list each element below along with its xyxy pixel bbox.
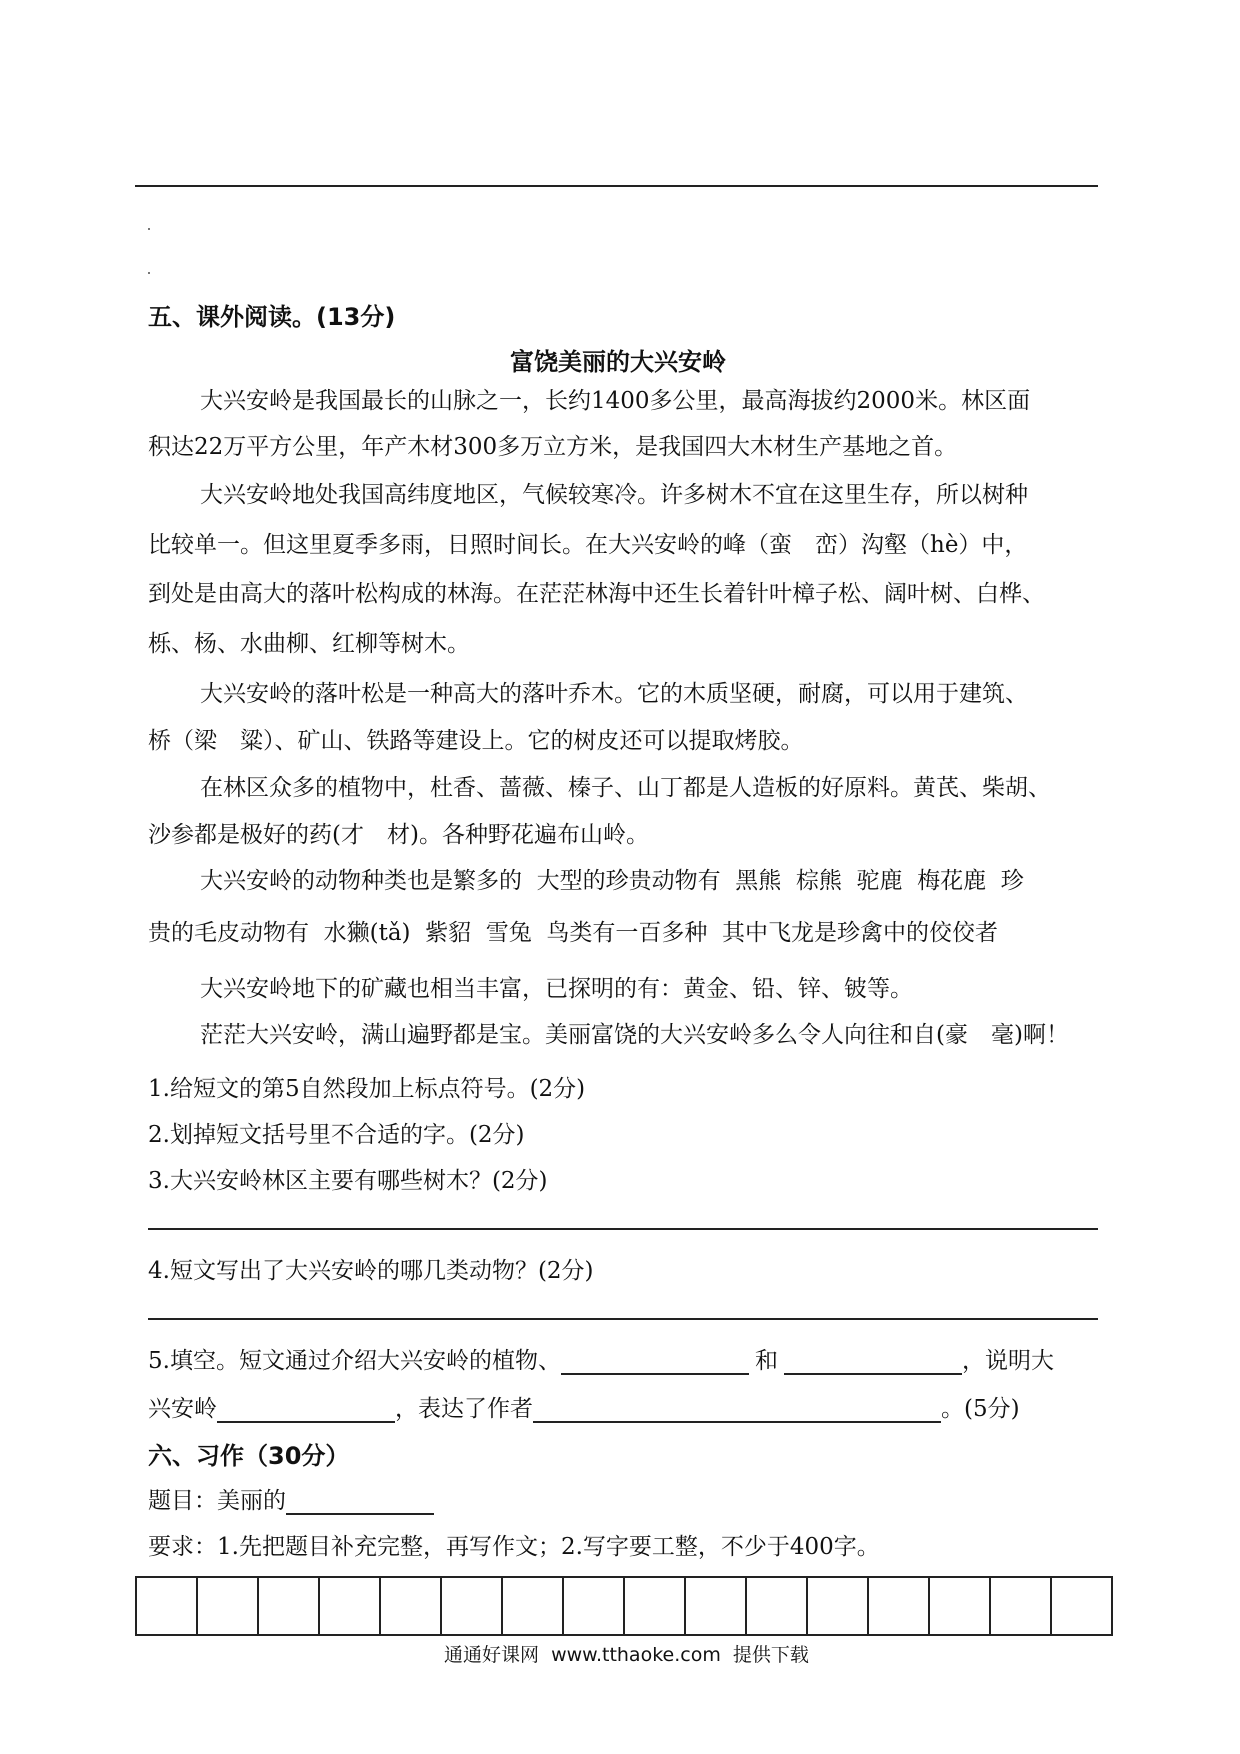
essay-topic-label: 题目：美丽的	[148, 1488, 286, 1514]
article-line: 积达22万平方公里，年产木材300多万立方米，是我国四大木材生产基地之首。	[148, 434, 958, 460]
grid-cell[interactable]	[503, 1578, 564, 1634]
article-title: 富饶美丽的大兴安岭	[510, 348, 726, 376]
section-6-heading: 六、习作（30分）	[148, 1442, 350, 1470]
article-line: 大兴安岭的动物种类也是繁多的 大型的珍贵动物有 黑熊 棕熊 驼鹿 梅花鹿 珍	[200, 868, 1024, 894]
footer-source: 通通好课网 www.tthaoke.com 提供下载	[444, 1644, 809, 1666]
answer-line-q3[interactable]	[148, 1228, 1098, 1230]
article-line: 比较单一。但这里夏季多雨，日照时间长。在大兴安岭的峰（蛮 峦）沟壑（hè）中，	[148, 532, 1028, 558]
scan-speck	[148, 272, 150, 274]
fill-blank[interactable]	[561, 1349, 749, 1375]
topic-blank[interactable]	[286, 1489, 434, 1515]
fill-blank[interactable]	[217, 1397, 395, 1423]
grid-cell[interactable]	[686, 1578, 747, 1634]
answer-line-q4[interactable]	[148, 1318, 1098, 1320]
scan-speck	[148, 228, 150, 230]
article-line: 栎、杨、水曲柳、红柳等树木。	[148, 631, 470, 657]
article-line: 到处是由高大的落叶松构成的林海。在茫茫林海中还生长着针叶樟子松、阔叶树、白桦、	[148, 581, 1045, 607]
article-line: 大兴安岭的落叶松是一种高大的落叶乔木。它的木质坚硬，耐腐，可以用于建筑、	[200, 681, 1028, 707]
answer-line-top	[135, 185, 1098, 187]
article-line: 茫茫大兴安岭，满山遍野都是宝。美丽富饶的大兴安岭多么令人向往和自(豪 毫)啊！	[200, 1022, 1069, 1048]
grid-cell[interactable]	[564, 1578, 625, 1634]
grid-cell[interactable]	[259, 1578, 320, 1634]
grid-cell[interactable]	[808, 1578, 869, 1634]
fill-blank[interactable]	[533, 1397, 941, 1423]
question-5-text: ，说明大	[961, 1348, 1054, 1374]
writing-grid[interactable]	[135, 1576, 1113, 1636]
grid-cell[interactable]	[320, 1578, 381, 1634]
grid-cell[interactable]	[381, 1578, 442, 1634]
grid-cell[interactable]	[625, 1578, 686, 1634]
article-line: 大兴安岭地处我国高纬度地区，气候较寒冷。许多树木不宜在这里生存，所以树种	[200, 482, 1028, 508]
fill-blank[interactable]	[784, 1349, 962, 1375]
question-5-and: 和	[754, 1348, 778, 1374]
article-line: 贵的毛皮动物有 水獭(tǎ) 紫貂 雪兔 鸟类有一百多种 其中飞龙是珍禽中的佼佼者	[148, 920, 999, 946]
grid-cell[interactable]	[930, 1578, 991, 1634]
question-3: 3.大兴安岭林区主要有哪些树木？(2分)	[148, 1168, 548, 1194]
grid-cell[interactable]	[747, 1578, 808, 1634]
question-5-text: 。(5分)	[941, 1396, 1020, 1422]
article-line: 大兴安岭地下的矿藏也相当丰富，已探明的有：黄金、铅、锌、铍等。	[200, 976, 913, 1002]
question-5-text: ，表达了作者	[395, 1396, 533, 1422]
grid-cell[interactable]	[1052, 1578, 1111, 1634]
section-5-heading: 五、课外阅读。(13分)	[148, 303, 396, 331]
question-2: 2.划掉短文括号里不合适的字。(2分)	[148, 1122, 525, 1148]
question-5-line-2	[148, 1390, 1020, 1423]
essay-topic	[148, 1482, 434, 1515]
grid-cell[interactable]	[198, 1578, 259, 1634]
question-5-line-1	[148, 1342, 1054, 1375]
article-line: 桥（梁 粱）、矿山、铁路等建设上。它的树皮还可以提取烤胶。	[148, 728, 804, 754]
grid-cell[interactable]	[869, 1578, 930, 1634]
grid-cell[interactable]	[991, 1578, 1052, 1634]
grid-cell[interactable]	[442, 1578, 503, 1634]
essay-requirement: 要求：1.先把题目补充完整，再写作文；2.写字要工整，不少于400字。	[148, 1534, 880, 1560]
question-1: 1.给短文的第5自然段加上标点符号。(2分)	[148, 1076, 586, 1102]
grid-cell[interactable]	[137, 1578, 198, 1634]
article-line: 沙参都是极好的药(才 材)。各种野花遍布山岭。	[148, 822, 649, 848]
question-5-text: 兴安岭	[148, 1396, 217, 1422]
question-4: 4.短文写出了大兴安岭的哪几类动物？(2分)	[148, 1258, 594, 1284]
article-line: 在林区众多的植物中，杜香、蔷薇、榛子、山丁都是人造板的好原料。黄芪、柴胡、	[200, 775, 1051, 801]
question-5-text: 5.填空。短文通过介绍大兴安岭的植物、	[148, 1348, 561, 1374]
article-line: 大兴安岭是我国最长的山脉之一，长约1400多公里，最高海拔约2000米。林区面	[200, 388, 1031, 414]
